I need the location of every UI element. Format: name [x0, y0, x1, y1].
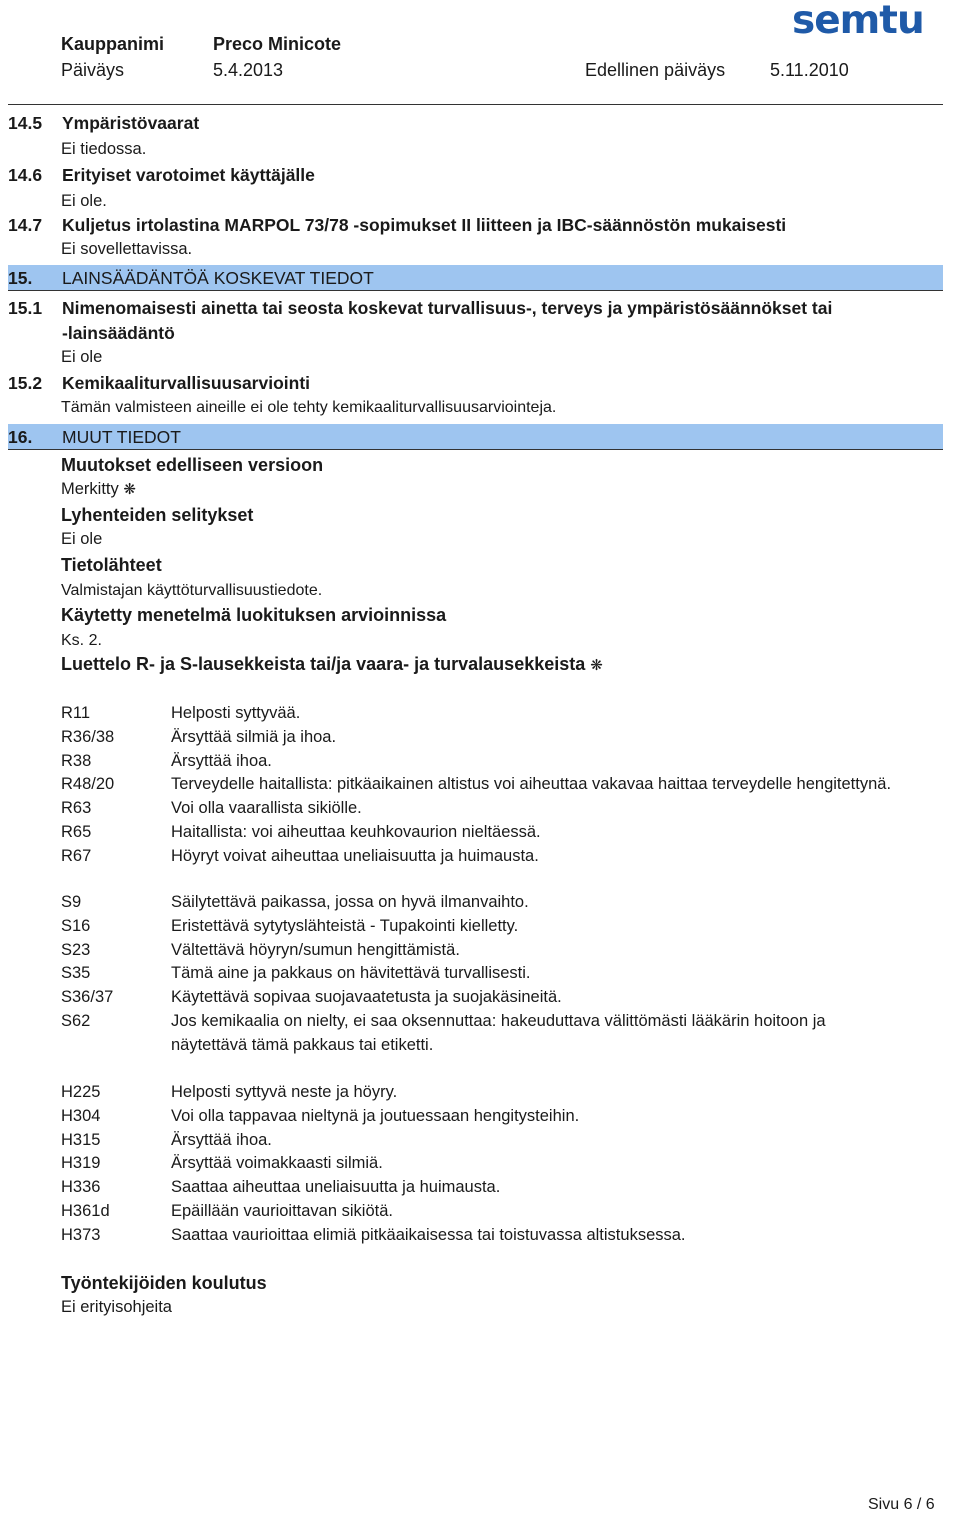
section-14-6-number: 14.6 — [8, 165, 43, 185]
phrase-code: R36/38 — [61, 727, 115, 746]
phrase-text: Säilytettävä paikassa, jossa on hyvä ilmanvaihto. — [171, 893, 529, 911]
abbreviations-text: Ei ole — [61, 530, 103, 548]
section-15-1-title-line2: -lainsäädäntö — [62, 323, 175, 343]
phrase-code: H361d — [61, 1201, 110, 1220]
h-phrase-codes — [61, 1081, 110, 1248]
phrase-text: Vältettävä höyryn/sumun hengittämistä. — [171, 940, 460, 959]
phrase-text: Ärsyttää voimakkaasti silmiä. — [171, 1154, 383, 1173]
semtu-logo: semtu — [792, 0, 924, 43]
method-heading: Käytetty menetelmä luokituksen arvioinnissa — [61, 605, 447, 625]
phrase-text: näytettävä tämä pakkaus tai etiketti. — [171, 1035, 434, 1054]
r-phrase-codes — [61, 702, 114, 869]
phrase-code: S35 — [61, 964, 91, 983]
changes-text — [61, 480, 136, 499]
date-label: Päiväys — [61, 60, 125, 80]
training-text: Ei erityisohjeita — [61, 1298, 172, 1316]
phrase-code: H304 — [61, 1106, 101, 1125]
section-14-7-title: Kuljetus irtolastina MARPOL 73/78 -sopimukset II liitteen ja IBC-säännöstön mukaisesti — [62, 215, 787, 235]
asterisk-icon: ❋ — [590, 656, 603, 674]
phrase-text: Eristettävä sytytyslähteistä - Tupakointi kielletty. — [171, 916, 519, 935]
asterisk-icon: ❋ — [123, 480, 136, 498]
phrase-list-title: Luettelo R- ja S-lausekkeista tai/ja vaara- ja turvalausekkeista — [61, 654, 586, 674]
phrase-code: R38 — [61, 751, 92, 770]
section-14-6-text: Ei ole. — [61, 192, 107, 210]
section-14-7-number: 14.7 — [8, 215, 43, 235]
page-number: Sivu 6 / 6 — [868, 1496, 935, 1513]
phrase-text: Helposti syttyvää. — [171, 704, 301, 722]
phrase-code: R48/20 — [61, 775, 115, 794]
sources-heading: Tietolähteet — [61, 555, 162, 575]
phrase-code: R11 — [61, 704, 91, 722]
phrase-code: S62 — [61, 1011, 91, 1030]
phrase-code: R65 — [61, 822, 92, 841]
phrase-text: Epäillään vaurioittavan sikiötä. — [171, 1201, 393, 1220]
section-14-5-text: Ei tiedossa. — [61, 140, 147, 158]
section-15-number: 15. — [8, 268, 33, 288]
phrase-text: Ärsyttää ihoa. — [171, 1130, 272, 1149]
phrase-code: R67 — [61, 846, 92, 865]
header-rule — [8, 104, 943, 105]
phrase-text: Ärsyttää silmiä ja ihoa. — [171, 727, 337, 746]
phrase-text: Käytettävä sopivaa suojavaatetusta ja suojakäsineitä. — [171, 988, 562, 1007]
h-phrase-texts — [171, 1081, 686, 1248]
phrase-text: Saattaa vaurioittaa elimiä pitkäaikaisessa tai toistuvassa altistuksessa. — [171, 1225, 686, 1244]
phrase-code: H336 — [61, 1178, 101, 1197]
phrase-code: R63 — [61, 799, 92, 818]
phrase-code: H225 — [61, 1083, 101, 1101]
section-15-2-number: 15.2 — [8, 373, 43, 393]
training-heading: Työntekijöiden koulutus — [61, 1273, 267, 1293]
section-15-2-text: Tämän valmisteen aineille ei ole tehty kemikaaliturvallisuusarviointeja. — [61, 399, 557, 416]
section-14-5-title: Ympäristövaarat — [62, 113, 200, 133]
section-15-1-number: 15.1 — [8, 298, 43, 318]
date-value: 5.4.2013 — [213, 60, 284, 80]
section-14-7-text: Ei sovellettavissa. — [61, 240, 193, 258]
phrase-text: Ärsyttää ihoa. — [171, 751, 272, 770]
phrase-text: Jos kemikaalia on nielty, ei saa oksennuttaa: hakeuduttava välittömästi lääkärin hoitoon ja — [171, 1011, 826, 1030]
section-15-title: LAINSÄÄDÄNTÖÄ KOSKEVAT TIEDOT — [62, 268, 374, 288]
method-text: Ks. 2. — [61, 632, 102, 649]
phrase-text: Saattaa aiheuttaa uneliaisuutta ja huimausta. — [171, 1178, 501, 1197]
phrase-code: S16 — [61, 916, 91, 935]
phrase-code: S23 — [61, 940, 91, 959]
abbreviations-heading: Lyhenteiden selitykset — [61, 505, 254, 525]
phrase-text: Tämä aine ja pakkaus on hävitettävä turvallisesti. — [171, 964, 531, 983]
phrase-code: S36/37 — [61, 988, 114, 1007]
phrase-code: H319 — [61, 1154, 101, 1173]
section-16-title: MUUT TIEDOT — [62, 427, 181, 447]
sources-text: Valmistajan käyttöturvallisuustiedote. — [61, 582, 323, 599]
phrase-text: Höyryt voivat aiheuttaa uneliaisuutta ja huimausta. — [171, 846, 539, 865]
changes-label: Merkitty — [61, 480, 119, 498]
phrase-code: S9 — [61, 893, 82, 911]
r-phrase-texts — [171, 702, 891, 869]
s-phrase-texts — [171, 891, 826, 1058]
section-16-number: 16. — [8, 427, 33, 447]
phrase-code: H315 — [61, 1130, 101, 1149]
phrase-list-heading — [61, 654, 603, 675]
section-14-5-number: 14.5 — [8, 113, 43, 133]
phrase-text: Haitallista: voi aiheuttaa keuhkovaurion nieltäessä. — [171, 822, 541, 841]
phrase-text: Terveydelle haitallista: pitkäaikainen altistus voi aiheuttaa vakavaa haittaa terveydelle hengitettynä. — [171, 775, 892, 794]
phrase-text: Helposti syttyvä neste ja höyry. — [171, 1083, 398, 1101]
phrase-text: Voi olla vaarallista sikiölle. — [171, 799, 362, 818]
trade-name-label: Kauppanimi — [61, 34, 165, 54]
phrase-code — [61, 1034, 113, 1058]
section-15-1-text: Ei ole — [61, 348, 103, 366]
phrase-text: Voi olla tappavaa nieltynä ja joutuessaan hengitysteihin. — [171, 1106, 580, 1125]
section-15-2-title: Kemikaaliturvallisuusarviointi — [62, 373, 311, 393]
prev-date-value: 5.11.2010 — [770, 60, 849, 80]
phrase-code: H373 — [61, 1225, 101, 1244]
product-name: Preco Minicote — [213, 34, 342, 54]
section-14-6-title: Erityiset varotoimet käyttäjälle — [62, 165, 315, 185]
prev-date-label: Edellinen päiväys — [585, 60, 726, 80]
s-phrase-codes — [61, 891, 113, 1058]
section-15-1-title-line1: Nimenomaisesti ainetta tai seosta koskevat turvallisuus-, terveys ja ympäristösäännökset tai — [62, 298, 833, 318]
changes-heading: Muutokset edelliseen versioon — [61, 455, 324, 475]
